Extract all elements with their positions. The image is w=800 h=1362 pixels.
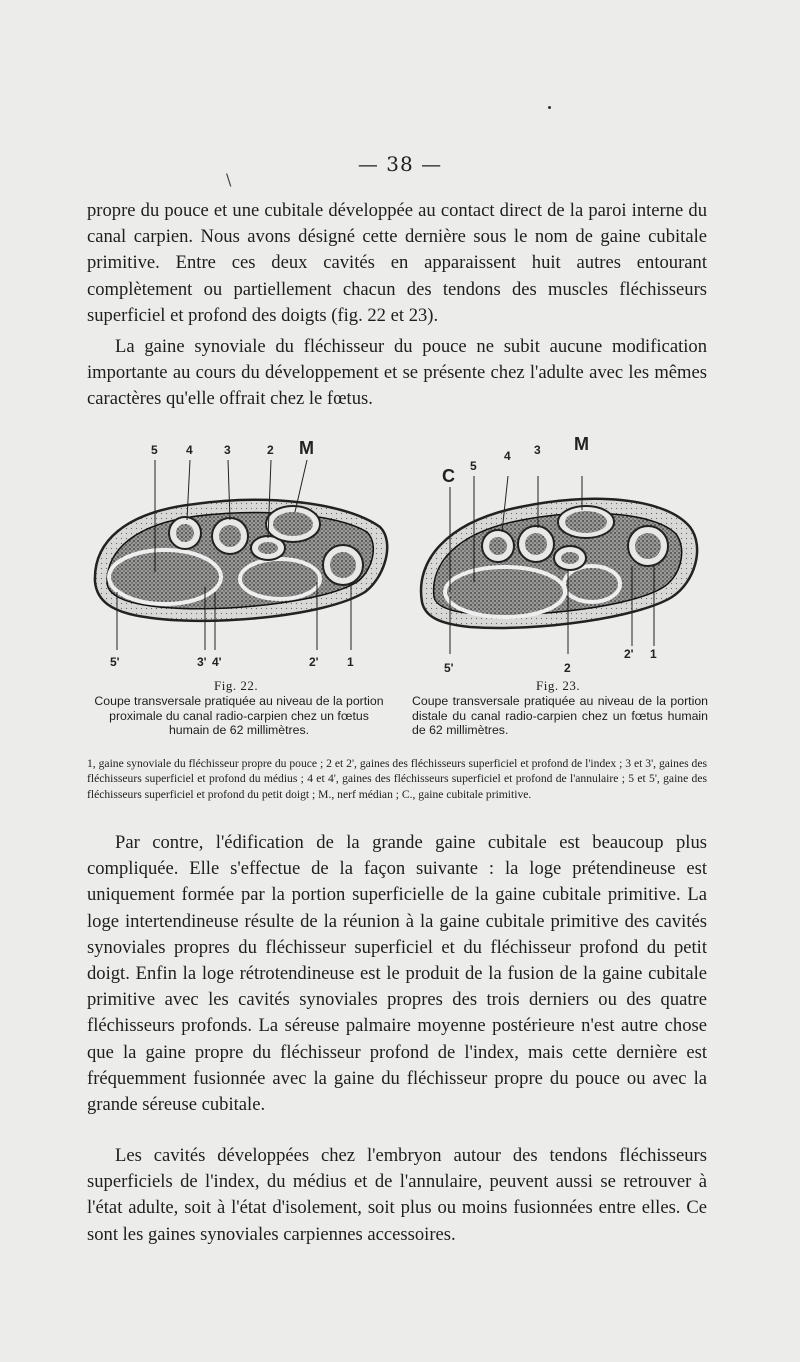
- figure-22-caption: Coupe transversale pratiquée au niveau de la portion proximale du canal radio-carpien chez un fœtus humain de 62 millimètres.: [94, 694, 384, 738]
- fig22-label-4: 4: [186, 443, 193, 457]
- figure-legend: 1, gaine synoviale du fléchisseur propre du pouce ; 2 et 2', gaines des fléchisseurs superficiel et profond de l'index ; 3 et 3', gaines des fléchisseurs superficiel et profond du médius ; 4 et 4', gaines des fléchisseurs superficiel et profond de l'annulaire ; 5 et 5', gaine des fléchisseurs superficiel et profond du petit doigt ; M., nerf médian ; C., gaine cubitale primitive.: [87, 757, 707, 801]
- fig23-label-m: M: [574, 434, 589, 454]
- fig23-label-5p: 5': [444, 661, 454, 675]
- paragraph-2: La gaine synoviale du fléchisseur du pouce ne subit aucune modification importante au cours du développement et se présente chez l'adulte avec les mêmes caractères qu'elle offrait chez le fœtus.: [87, 336, 707, 410]
- ink-speck: [548, 106, 551, 109]
- paragraph-4: Les cavités développées chez l'embryon autour des tendons fléchisseurs superficiels de l'index, du médius et de l'annulaire, peuvent aussi se retrouver à l'état adulte, soit à l'état d'isolement, soit plus ou moins fusionnées entre elles. Ce sont les gaines synoviales carpiennes accessoires.: [87, 1145, 707, 1245]
- fig23-label-2p: 2': [624, 647, 634, 661]
- figure-23-illustration: [410, 432, 720, 682]
- fig23-label-1: 1: [650, 647, 657, 661]
- stray-mark: \: [226, 170, 232, 189]
- fig22-label-5p: 5': [110, 655, 120, 669]
- fig23-label-c: C: [442, 466, 455, 486]
- fig22-label-3p: 3': [197, 655, 207, 669]
- paragraph-1: propre du pouce et une cubitale développée au contact direct de la paroi interne du canal carpien. Nous avons désigné cette dernière sous le nom de gaine cubitale primitive. Entre ces deux cavités en apparaissent huit autres entourant complètement ou partiellement chacun des tendons des muscles fléchisseurs superficiel et profond des doigts (fig. 22 et 23).: [87, 200, 707, 326]
- fig22-label-2: 2: [267, 443, 274, 457]
- fig23-label-5: 5: [470, 459, 477, 473]
- fig22-label-5: 5: [151, 443, 158, 457]
- fig23-label-3: 3: [534, 443, 541, 457]
- fig23-label-4: 4: [504, 449, 511, 463]
- fig22-label-2p: 2': [309, 655, 319, 669]
- fig23-label-2: 2: [564, 661, 571, 675]
- figure-22-illustration: [85, 432, 395, 682]
- fig22-label-3: 3: [224, 443, 231, 457]
- figure-22-label: Fig. 22.: [214, 678, 259, 693]
- fig22-label-m: M: [299, 438, 314, 458]
- figure-23-label: Fig. 23.: [536, 678, 581, 693]
- figure-23-caption: Coupe transversale pratiquée au niveau de la portion distale du canal radio-carpien chez un fœtus humain de 62 millimètres.: [412, 694, 708, 738]
- paragraph-3: Par contre, l'édification de la grande gaine cubitale est beaucoup plus compliquée. Elle s'effectue de la façon suivante : la loge prétendineuse est uniquement formée par la portion superficielle de la gaine cubitale primitive. La loge intertendineuse résulte de la réunion à la gaine cubitale primitive des cavités synoviales propres du fléchisseur superficiel et du fléchisseur profond du petit doigt. Enfin la loge rétrotendineuse est le produit de la fusion de la gaine cubitale primitive avec les cavités synoviales propres des trois derniers ou des quatre fléchisseurs profonds. La séreuse palmaire moyenne postérieure n'est autre chose que la gaine propre du fléchisseur profond de l'index, mais cette dernière est fréquemment fusionnée avec la gaine du fléchisseur propre du pouce ou avec la grande séreuse cubitale.: [87, 832, 707, 1116]
- fig22-label-4p: 4': [212, 655, 222, 669]
- page-number: — 38 —: [357, 152, 443, 176]
- fig22-label-1: 1: [347, 655, 354, 669]
